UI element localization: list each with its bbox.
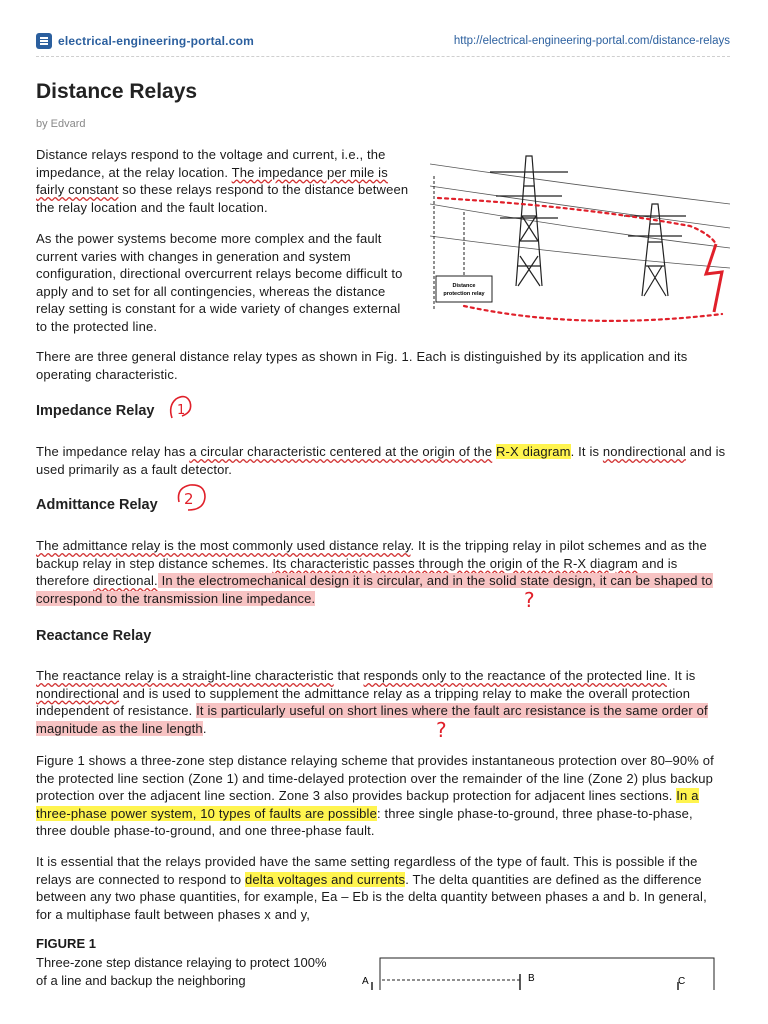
svg-text:1: 1 — [177, 403, 186, 418]
impedance-heading: Impedance Relay — [36, 403, 155, 419]
svg-text:2: 2 — [184, 490, 194, 508]
question-mark-annotation: ? — [524, 588, 535, 612]
byline: by Edvard — [36, 118, 86, 130]
admittance-heading: Admittance Relay — [36, 497, 158, 513]
reactance-paragraph: The reactance relay is a straight-line characteristic that responds only to the reactance of the protected line. It is nondirectional and is used to supplement the admittance relay as a tripping relay to make the overall protection independent of resistance. It is particularly useful on short lines where the fault arc resistance is the same order of magnitude as the line length. — [36, 668, 708, 736]
impedance-paragraph: The impedance relay has a circular characteristic centered at the origin of the R-X diagram. It is nondirectional and is used primarily as a fault detector. — [36, 444, 726, 477]
figure-title: FIGURE 1 — [36, 936, 96, 951]
header-divider — [36, 56, 730, 57]
svg-text:protection relay: protection relay — [443, 291, 485, 297]
page-url-link[interactable]: http://electrical-engineering-portal.com/distance-relays — [453, 35, 730, 47]
relay-label: Distance — [452, 283, 476, 289]
delta-paragraph: It is essential that the relays provided have the same setting regardless of the type of fault. This is possible if the relays are connected to respond to delta voltages and currents. The delta quantities are defined as the difference between any two phase quantities, for example, Ea – Eb is the delta quantity between phases a and b. In general, for a multiphase fault between phases x and y, — [36, 854, 707, 922]
figure-caption: Three-zone step distance relaying to protect 100% of a line and backup the neighboring — [36, 955, 327, 988]
annotation-circle-2 — [174, 482, 208, 514]
question-mark-annotation: ? — [436, 718, 447, 742]
label-b: B — [528, 973, 535, 984]
types-paragraph: There are three general distance relay types as shown in Fig. 1. Each is distinguished by its application and its operating characteristic. — [36, 349, 688, 382]
page-header — [36, 32, 730, 52]
page-title: Distance Relays — [36, 80, 198, 103]
reactance-heading: Reactance Relay — [36, 628, 152, 644]
zone-diagram — [360, 954, 720, 990]
complexity-paragraph: As the power systems become more complex and the fault current varies with changes in generation and system configuration, directional overcurrent relays become difficult to apply and to set for all contingencies, whereas the distance relay setting is constant for a wide variety of changes external to the protected line. — [36, 231, 403, 334]
document-icon — [36, 33, 52, 49]
annotation-circle-1 — [166, 394, 194, 424]
label-a: A — [362, 976, 369, 987]
admittance-paragraph: The admittance relay is the most commonly used distance relay. It is the tripping relay in pilot schemes and as the backup relay in step distance schemes. Its characteristic passes through the origin of the R-X diagram and is therefore directional. In the electromechanical design it is circular, and in the solid state design, it can be shaped to correspond to the transmission line impedance. — [36, 538, 713, 606]
zones-paragraph: Figure 1 shows a three-zone step distance relaying scheme that provides instantaneous protection over 80–90% of the protected line section (Zone 1) and time-delayed protection over the remainder of the line (Zone 2) plus backup protection over the adjacent line section. Zone 3 also provides backup protection for adjacent lines sections. In a three-phase power system, 10 types of faults are possible: three single phase-to-ground, three phase-to-phase, three double phase-to-ground, and one three-phase fault. — [36, 753, 714, 838]
site-name-link[interactable]: electrical-engineering-portal.com — [58, 34, 254, 48]
intro-paragraph: Distance relays respond to the voltage and current, i.e., the impedance, at the relay location. The impedance per mile is fairly constant so these relays respond to the distance between the relay location and the fault location. — [36, 147, 409, 215]
label-c: C — [678, 976, 686, 987]
transmission-line-illustration — [430, 146, 732, 336]
